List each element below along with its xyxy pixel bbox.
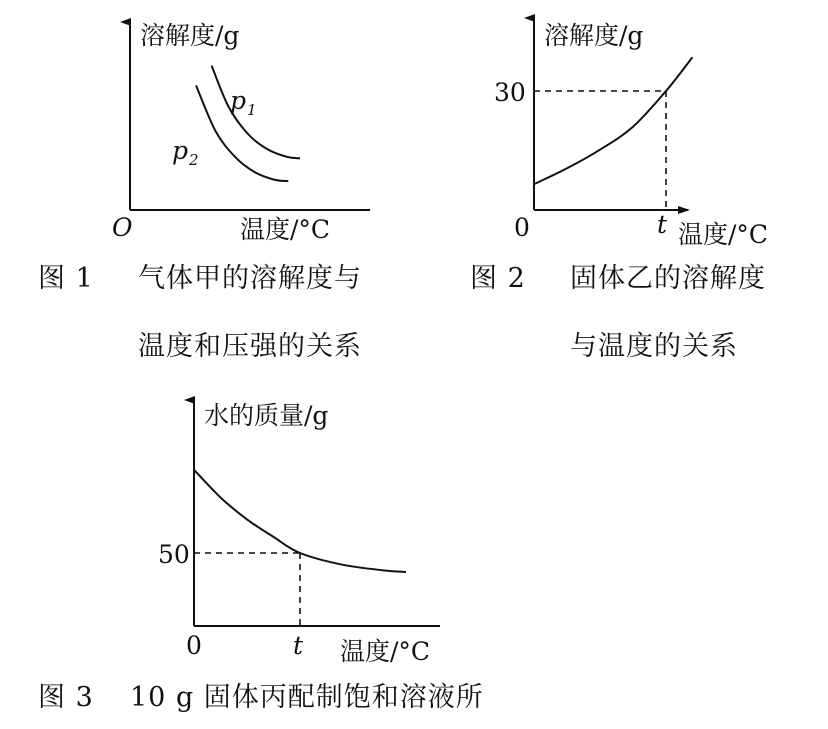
chart-1-origin-label: O — [112, 213, 133, 242]
chart-3-y-tick-50: 50 — [158, 540, 190, 569]
chart-3-x-axis-title: 温度/°C — [340, 637, 431, 666]
chart-1-figure-label: 图 1 — [38, 263, 94, 294]
chart-2 — [470, 18, 768, 362]
chart-2-x-axis-title: 温度/°C — [678, 220, 769, 249]
chart-3-y-axis-title: 水的质量/g — [204, 401, 329, 430]
chart-2-y-axis-title: 溶解度/g — [544, 21, 644, 50]
chart-3-reference-lines — [194, 553, 300, 626]
chart-3-x-tick-t: t — [293, 631, 304, 660]
chart-3-origin-label: 0 — [186, 631, 202, 660]
chart-1 — [38, 21, 370, 362]
chart-3 — [38, 400, 484, 713]
chart-2-curve — [534, 57, 692, 184]
chart-2-y-tick-30: 30 — [494, 78, 526, 107]
chart-1-series-label-p2: $p_2$ — [172, 136, 199, 169]
chart-1-series-label-p1: $p_1$ — [230, 86, 257, 119]
chart-1-caption-line-1: 气体甲的溶解度与 — [138, 263, 362, 294]
chart-2-caption-line-2: 与温度的关系 — [570, 331, 738, 362]
chart-2-caption-line-1: 固体乙的溶解度 — [570, 263, 766, 294]
chart-3-caption-line-1: 10 g 固体丙配制饱和溶液所 — [130, 682, 484, 713]
chart-2-figure-label: 图 2 — [470, 263, 526, 294]
chart-3-figure-label: 图 3 — [38, 682, 94, 713]
chart-2-x-tick-t: t — [657, 210, 668, 239]
chart-1-y-axis-title: 溶解度/g — [140, 21, 240, 50]
chart-1-caption-line-2: 温度和压强的关系 — [138, 331, 362, 362]
chart-1-x-axis-title: 温度/°C — [240, 215, 331, 244]
chart-2-origin-label: 0 — [514, 213, 530, 242]
